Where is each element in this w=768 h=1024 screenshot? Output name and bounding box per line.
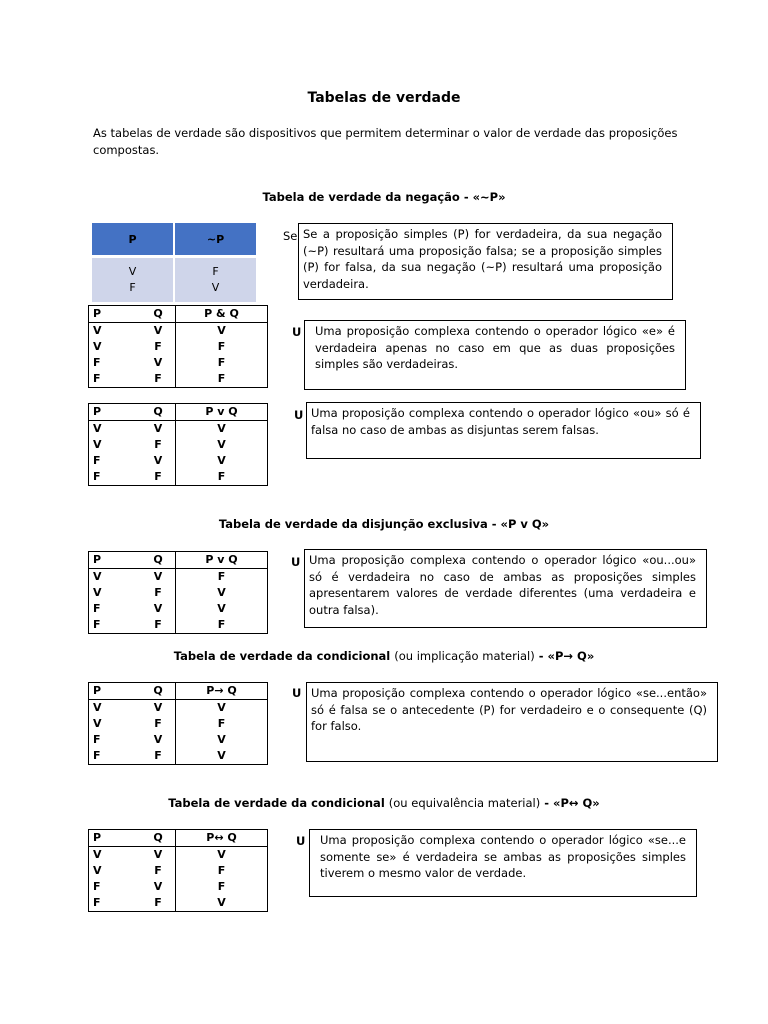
cell: V <box>217 586 226 599</box>
heading-end: - «P→ Q» <box>538 649 595 663</box>
cell: F <box>217 717 226 730</box>
cell: V <box>141 355 176 371</box>
cell-value: F <box>212 265 219 278</box>
cell: F <box>93 372 101 385</box>
conjunction-table <box>88 305 268 388</box>
cell: F <box>141 371 176 387</box>
header-cell: P <box>93 553 102 566</box>
table-header-row <box>89 830 267 847</box>
cell: V <box>217 422 226 435</box>
table-row <box>89 732 267 748</box>
cell: V <box>141 879 176 895</box>
cell: V <box>93 324 102 337</box>
header-cell: P <box>92 223 173 255</box>
table-row <box>89 569 267 585</box>
cell: F <box>141 748 176 764</box>
table-row <box>89 323 267 339</box>
cell: V <box>141 453 176 469</box>
cell-value: F <box>129 281 136 294</box>
exclusive-heading: Tabela de verdade da disjunção exclusiva - «P v Q» <box>218 517 550 531</box>
conditional-marker: U <box>292 686 302 700</box>
cell: F <box>141 895 176 911</box>
cell: F <box>217 470 226 483</box>
cell: F <box>217 570 226 583</box>
header-cell: Q <box>141 830 176 846</box>
cell: V <box>93 717 102 730</box>
cell: F <box>217 864 226 877</box>
cell: V <box>93 701 102 714</box>
cell: V <box>141 847 176 863</box>
biconditional-marker: U <box>296 834 306 848</box>
header-cell: P↔ Q <box>206 831 237 844</box>
negation-table-header <box>92 223 258 255</box>
negation-col-notp <box>175 258 256 302</box>
cell: V <box>217 848 226 861</box>
conditional-table <box>88 682 268 765</box>
table-row <box>89 748 267 764</box>
cell: V <box>217 438 226 451</box>
header-cell: Q <box>141 404 176 420</box>
cell: V <box>141 700 176 716</box>
table-row <box>89 601 267 617</box>
negation-marker: Se <box>283 229 298 243</box>
cell: F <box>93 733 101 746</box>
cell: F <box>141 437 176 453</box>
table-row <box>89 421 267 437</box>
table-row <box>89 453 267 469</box>
table-header-row <box>89 306 267 323</box>
cell: V <box>93 438 102 451</box>
header-cell: P <box>93 684 102 697</box>
cell: V <box>93 340 102 353</box>
header-cell: Q <box>141 683 176 699</box>
page-title: Tabelas de verdade <box>307 90 461 106</box>
table-row <box>89 371 267 387</box>
cell: F <box>141 469 176 485</box>
header-cell: P & Q <box>204 307 239 320</box>
cell: F <box>141 617 176 633</box>
cell: V <box>93 570 102 583</box>
header-cell: Q <box>141 306 176 322</box>
table-row <box>89 716 267 732</box>
cell: V <box>93 422 102 435</box>
table-header-row <box>89 683 267 700</box>
header-cell: P→ Q <box>206 684 237 697</box>
exclusive-table <box>88 551 268 634</box>
heading-bold: Tabela de verdade da condicional <box>168 796 385 810</box>
negation-heading: Tabela de verdade da negação - «~P» <box>262 190 506 204</box>
table-row <box>89 355 267 371</box>
cell: F <box>93 356 101 369</box>
table-row <box>89 700 267 716</box>
cell: F <box>93 880 101 893</box>
cell: V <box>141 569 176 585</box>
cell: V <box>217 602 226 615</box>
table-header-row <box>89 552 267 569</box>
cell: V <box>217 324 226 337</box>
disjunction-table <box>88 403 268 486</box>
header-cell: P <box>93 831 102 844</box>
cell: V <box>217 733 226 746</box>
cell: F <box>141 863 176 879</box>
cell: F <box>93 602 101 615</box>
cell: V <box>141 732 176 748</box>
cell: V <box>93 586 102 599</box>
cell: V <box>217 454 226 467</box>
cell: F <box>217 880 226 893</box>
intro-paragraph: As tabelas de verdade são dispositivos que permitem determinar o valor de verdade das proposições compostas. <box>93 126 678 157</box>
header-cell: Q <box>141 552 176 568</box>
disjunction-marker: U <box>294 408 304 422</box>
cell: F <box>141 716 176 732</box>
table-header-row <box>89 404 267 421</box>
cell: F <box>93 618 101 631</box>
cell: V <box>141 601 176 617</box>
table-row <box>89 847 267 863</box>
biconditional-heading <box>0 796 768 810</box>
disjunction-explanation: Uma proposição complexa contendo o operador lógico «ou» só é falsa no caso de ambas as disjuntas serem falsas. <box>306 402 701 459</box>
cell: V <box>141 421 176 437</box>
cell: F <box>141 585 176 601</box>
cell-value: V <box>128 265 137 278</box>
cell: F <box>141 339 176 355</box>
negation-explanation: Se a proposição simples (P) for verdadeira, da sua negação (~P) resultará uma proposição falsa; se a proposição simples (P) for falsa, da sua negação (~P) resultará uma proposição verdadeira. <box>298 223 673 300</box>
negation-table <box>92 223 258 302</box>
cell: F <box>217 340 226 353</box>
conjunction-marker: U <box>292 325 302 339</box>
cell: F <box>93 470 101 483</box>
header-cell: ~P <box>175 223 256 255</box>
cell: V <box>93 848 102 861</box>
heading-bold: Tabela de verdade da condicional <box>173 649 391 663</box>
cell: V <box>217 749 226 762</box>
table-row <box>89 617 267 633</box>
heading-normal: (ou equivalência material) <box>388 796 541 810</box>
conjunction-explanation: Uma proposição complexa contendo o operador lógico «e» é verdadeira apenas no caso em que as duas proposições simples são verdadeiras. <box>304 320 686 390</box>
table-row <box>89 469 267 485</box>
conditional-heading <box>0 649 768 663</box>
table-row <box>89 585 267 601</box>
header-cell: P v Q <box>205 553 238 566</box>
table-row <box>89 437 267 453</box>
conditional-explanation: Uma proposição complexa contendo o operador lógico «se...então» só é falsa se o antecedente (P) for verdadeiro e o consequente (Q) for falso. <box>306 682 718 762</box>
table-row <box>89 863 267 879</box>
cell: V <box>93 864 102 877</box>
table-row <box>89 879 267 895</box>
header-cell: P <box>93 405 102 418</box>
cell: F <box>217 372 226 385</box>
cell: F <box>217 618 226 631</box>
heading-end: - «P↔ Q» <box>544 796 600 810</box>
cell: V <box>217 896 226 909</box>
table-row <box>89 895 267 911</box>
cell: F <box>93 749 101 762</box>
biconditional-explanation: Uma proposição complexa contendo o operador lógico «se...e somente se» é verdadeira se ambas as proposições simples tiverem o mesmo valor de verdade. <box>309 829 697 897</box>
cell-value: V <box>211 281 220 294</box>
cell: F <box>93 454 101 467</box>
exclusive-marker: U <box>291 555 301 569</box>
negation-col-p <box>92 258 173 302</box>
cell: F <box>217 356 226 369</box>
exclusive-explanation: Uma proposição complexa contendo o operador lógico «ou...ou» só é verdadeira no caso de ambas as proposições simples apresentarem valores de verdade diferentes (uma verdadeira e outra falsa). <box>304 549 707 628</box>
biconditional-table <box>88 829 268 912</box>
cell: V <box>141 323 176 339</box>
header-cell: P <box>93 307 102 320</box>
negation-table-body <box>92 258 258 302</box>
heading-normal: (ou implicação material) <box>394 649 535 663</box>
table-row <box>89 339 267 355</box>
cell: F <box>93 896 101 909</box>
cell: V <box>217 701 226 714</box>
header-cell: P v Q <box>205 405 238 418</box>
